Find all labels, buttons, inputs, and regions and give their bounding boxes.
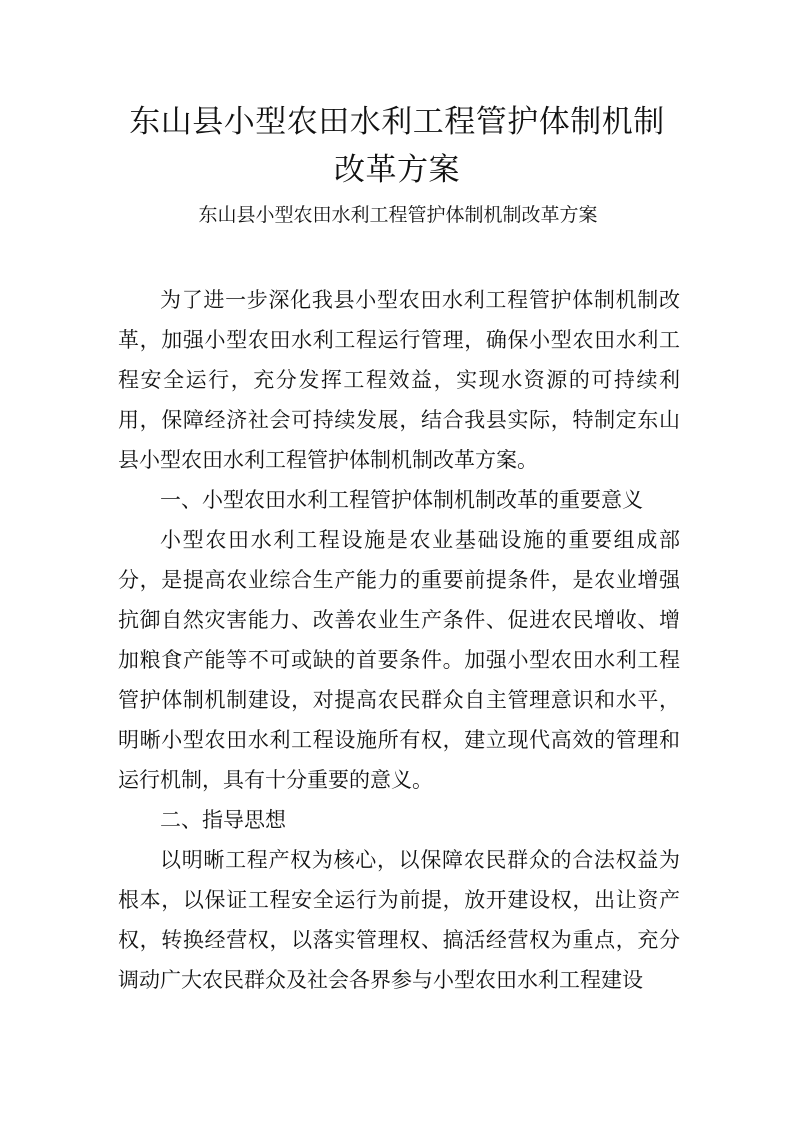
document-subtitle: 东山县小型农田水利工程管护体制机制改革方案 — [198, 204, 598, 226]
document-title — [100, 98, 694, 194]
title-line-1: 东山县小型农田水利工程管护体制机制 — [129, 104, 665, 140]
section-2-paragraph: 以明晰工程产权为核心，以保障农民群众的合法权益为根本，以保证工程安全运行为前提，放开建设权，出让资产权，转换经营权，以落实管理权、搞活经营权为重点，充分调动广大农民群众及社会各界参与小型农田水利工程建设 — [118, 848, 680, 992]
section-1-paragraph: 小型农田水利工程设施是农业基础设施的重要组成部分，是提高农业综合生产能力的重要前提条件，是农业增强抗御自然灾害能力、改善农业生产条件、促进农民增收、增加粮食产能等不可或缺的首要条件。加强小型农田水利工程管护体制机制建设，对提高农民群众自主管理意识和水平，明晰小型农田水利工程设施所有权，建立现代高效的管理和运行机制，具有十分重要的意义。 — [118, 528, 680, 792]
document-body — [118, 280, 680, 1000]
intro-paragraph: 为了进一步深化我县小型农田水利工程管护体制机制改革，加强小型农田水利工程运行管理，确保小型农田水利工程安全运行，充分发挥工程效益，实现水资源的可持续利用，保障经济社会可持续发展，结合我县实际，特制定东山县小型农田水利工程管护体制机制改革方案。 — [118, 288, 680, 472]
section-heading-2: 二、指导思想 — [160, 808, 286, 832]
title-line-2: 改革方案 — [334, 152, 460, 188]
section-heading-1: 一、小型农田水利工程管护体制机制改革的重要意义 — [160, 488, 643, 512]
